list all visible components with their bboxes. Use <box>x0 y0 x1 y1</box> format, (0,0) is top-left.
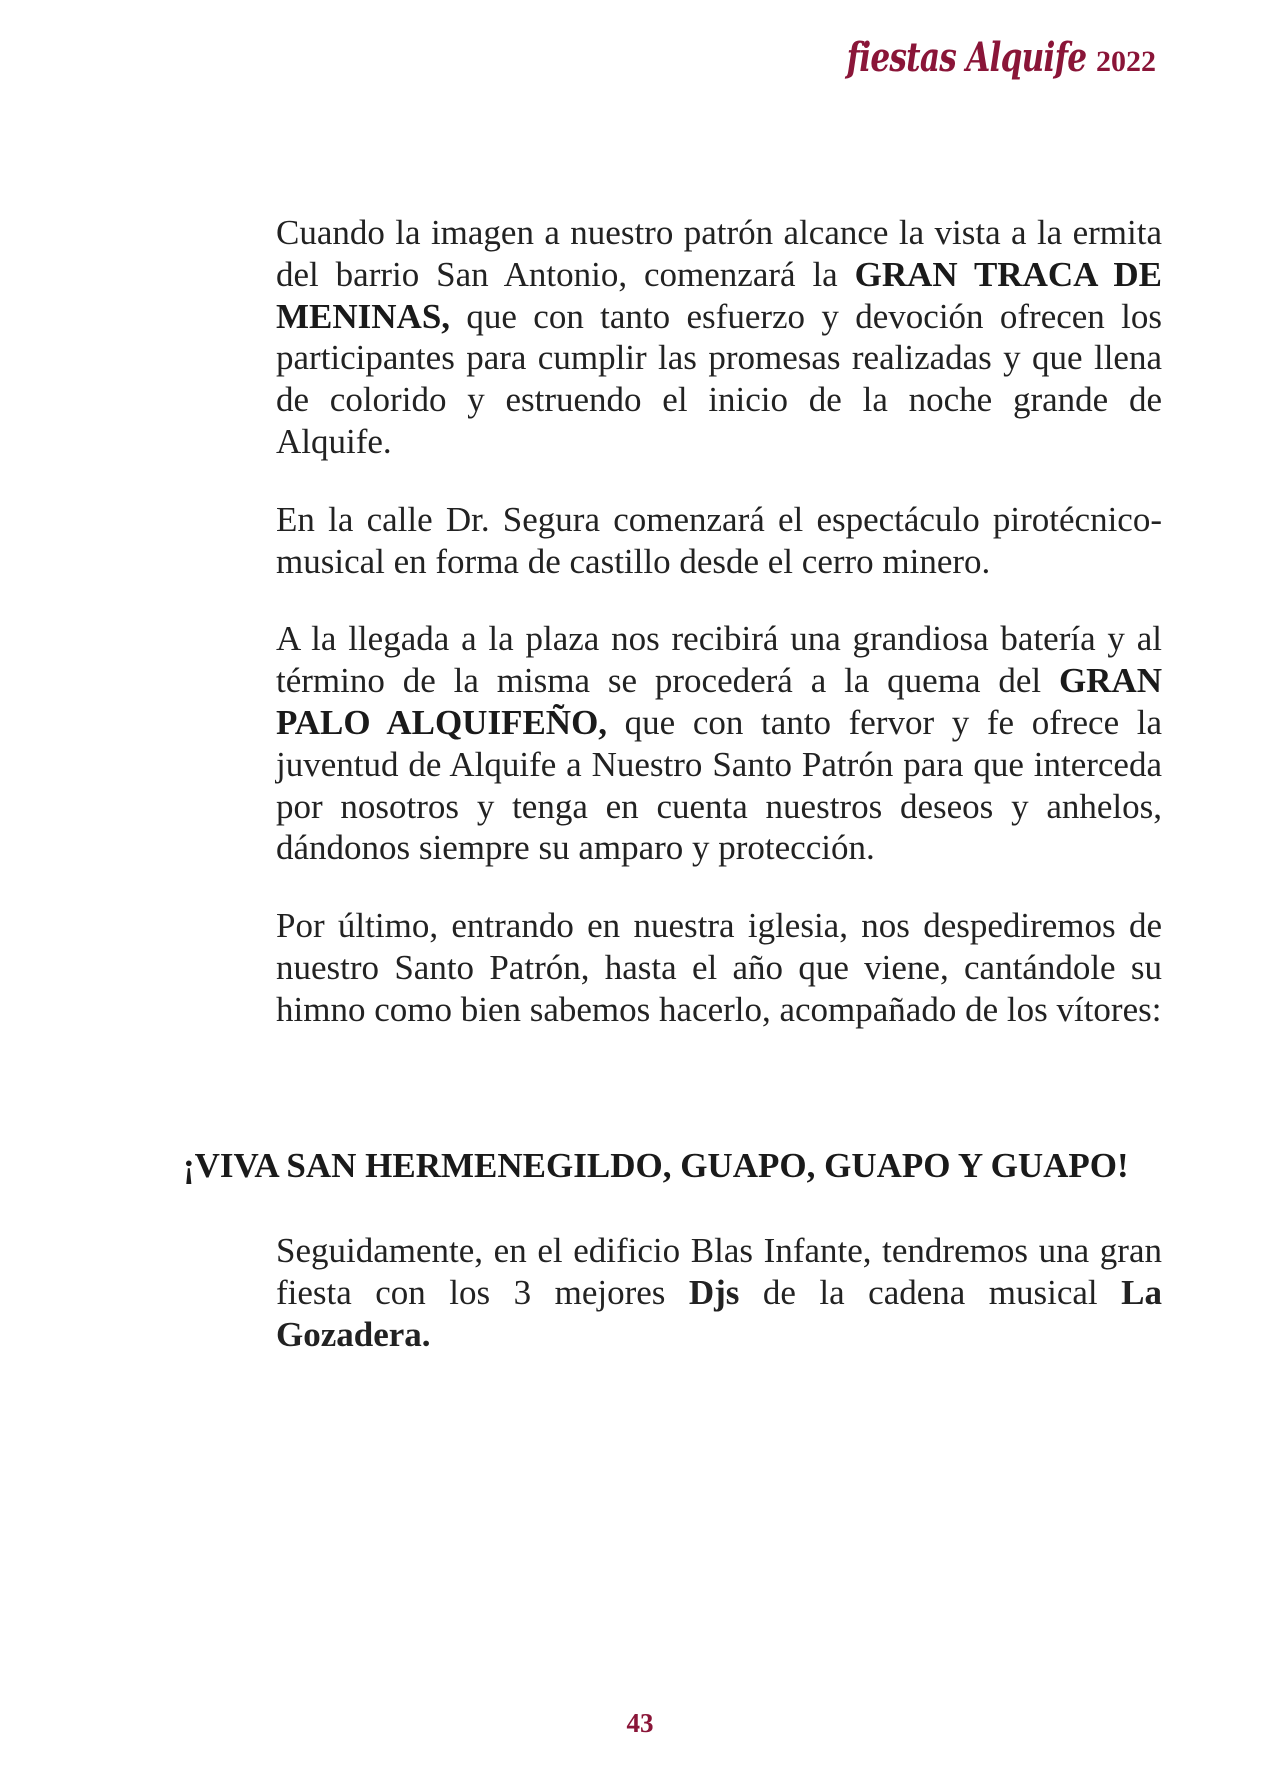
paragraph-traca-text-2: que con tanto esfuerzo y devoción ofrecen los participantes para cumplir las promesas realizadas y que llena de colorido y estruendo el inicio de la noche grande de Alquife. <box>276 296 1162 461</box>
main-text <box>276 212 1162 1067</box>
header-brand-logo: fiestas Alquife <box>846 34 1086 81</box>
header-year: 2022 <box>1096 45 1156 78</box>
page-number: 43 <box>626 1708 654 1738</box>
paragraph-fiesta-bold-2: La Gozadera. <box>276 1272 1162 1354</box>
paragraph-palo-text-2: que con tanto fervor y fe ofrece la juventud de Alquife a Nuestro Santo Patrón para que interceda por nosotros y tenga en cuenta nuestros deseos y anhelos, dándonos siempre su amparo y protección. <box>276 702 1162 868</box>
paragraph-traca <box>276 212 1162 463</box>
paragraph-traca-text-1: Cuando la imagen a nuestro patrón alcance la vista a la ermita del barrio San Antonio, comenzará la <box>276 213 1162 294</box>
paragraph-palo-text-1: A la llegada a la plaza nos recibirá una grandiosa batería y al término de la misma se procederá a la quema del <box>276 619 1162 701</box>
paragraph-castillo <box>276 499 1162 583</box>
paragraph-fiesta-text-2: de la cadena musical <box>739 1272 1122 1312</box>
paragraph-castillo-text: En la calle Dr. Segura comenzará el espectáculo pirotécnico-musical en forma de castillo desde el cerro minero. <box>276 499 1162 581</box>
paragraph-iglesia <box>276 905 1162 1030</box>
closing-text <box>276 1230 1162 1355</box>
paragraph-fiesta-bold-1: Djs <box>688 1272 740 1312</box>
paragraph-palo-bold: GRAN PALO ALQUIFEÑO, <box>276 661 1162 742</box>
exclamation-heading: ¡VIVA SAN HERMENEGILDO, GUAPO, GUAPO Y GUAPO! <box>183 1146 1129 1185</box>
paragraph-fiesta <box>276 1230 1162 1355</box>
paragraph-fiesta-text-1: Seguidamente, en el edificio Blas Infante, tendremos una gran fiesta con los 3 mejores <box>276 1231 1162 1312</box>
page-header <box>779 34 1156 81</box>
paragraph-palo <box>276 618 1162 869</box>
paragraph-iglesia-text: Por último, entrando en nuestra iglesia, nos despediremos de nuestro Santo Patrón, hasta el año que viene, cantándole su himno como bien sabemos hacerlo, acompañado de los vítores: <box>276 906 1162 1029</box>
paragraph-traca-bold: GRAN TRACA DE MENINAS, <box>276 254 1162 336</box>
